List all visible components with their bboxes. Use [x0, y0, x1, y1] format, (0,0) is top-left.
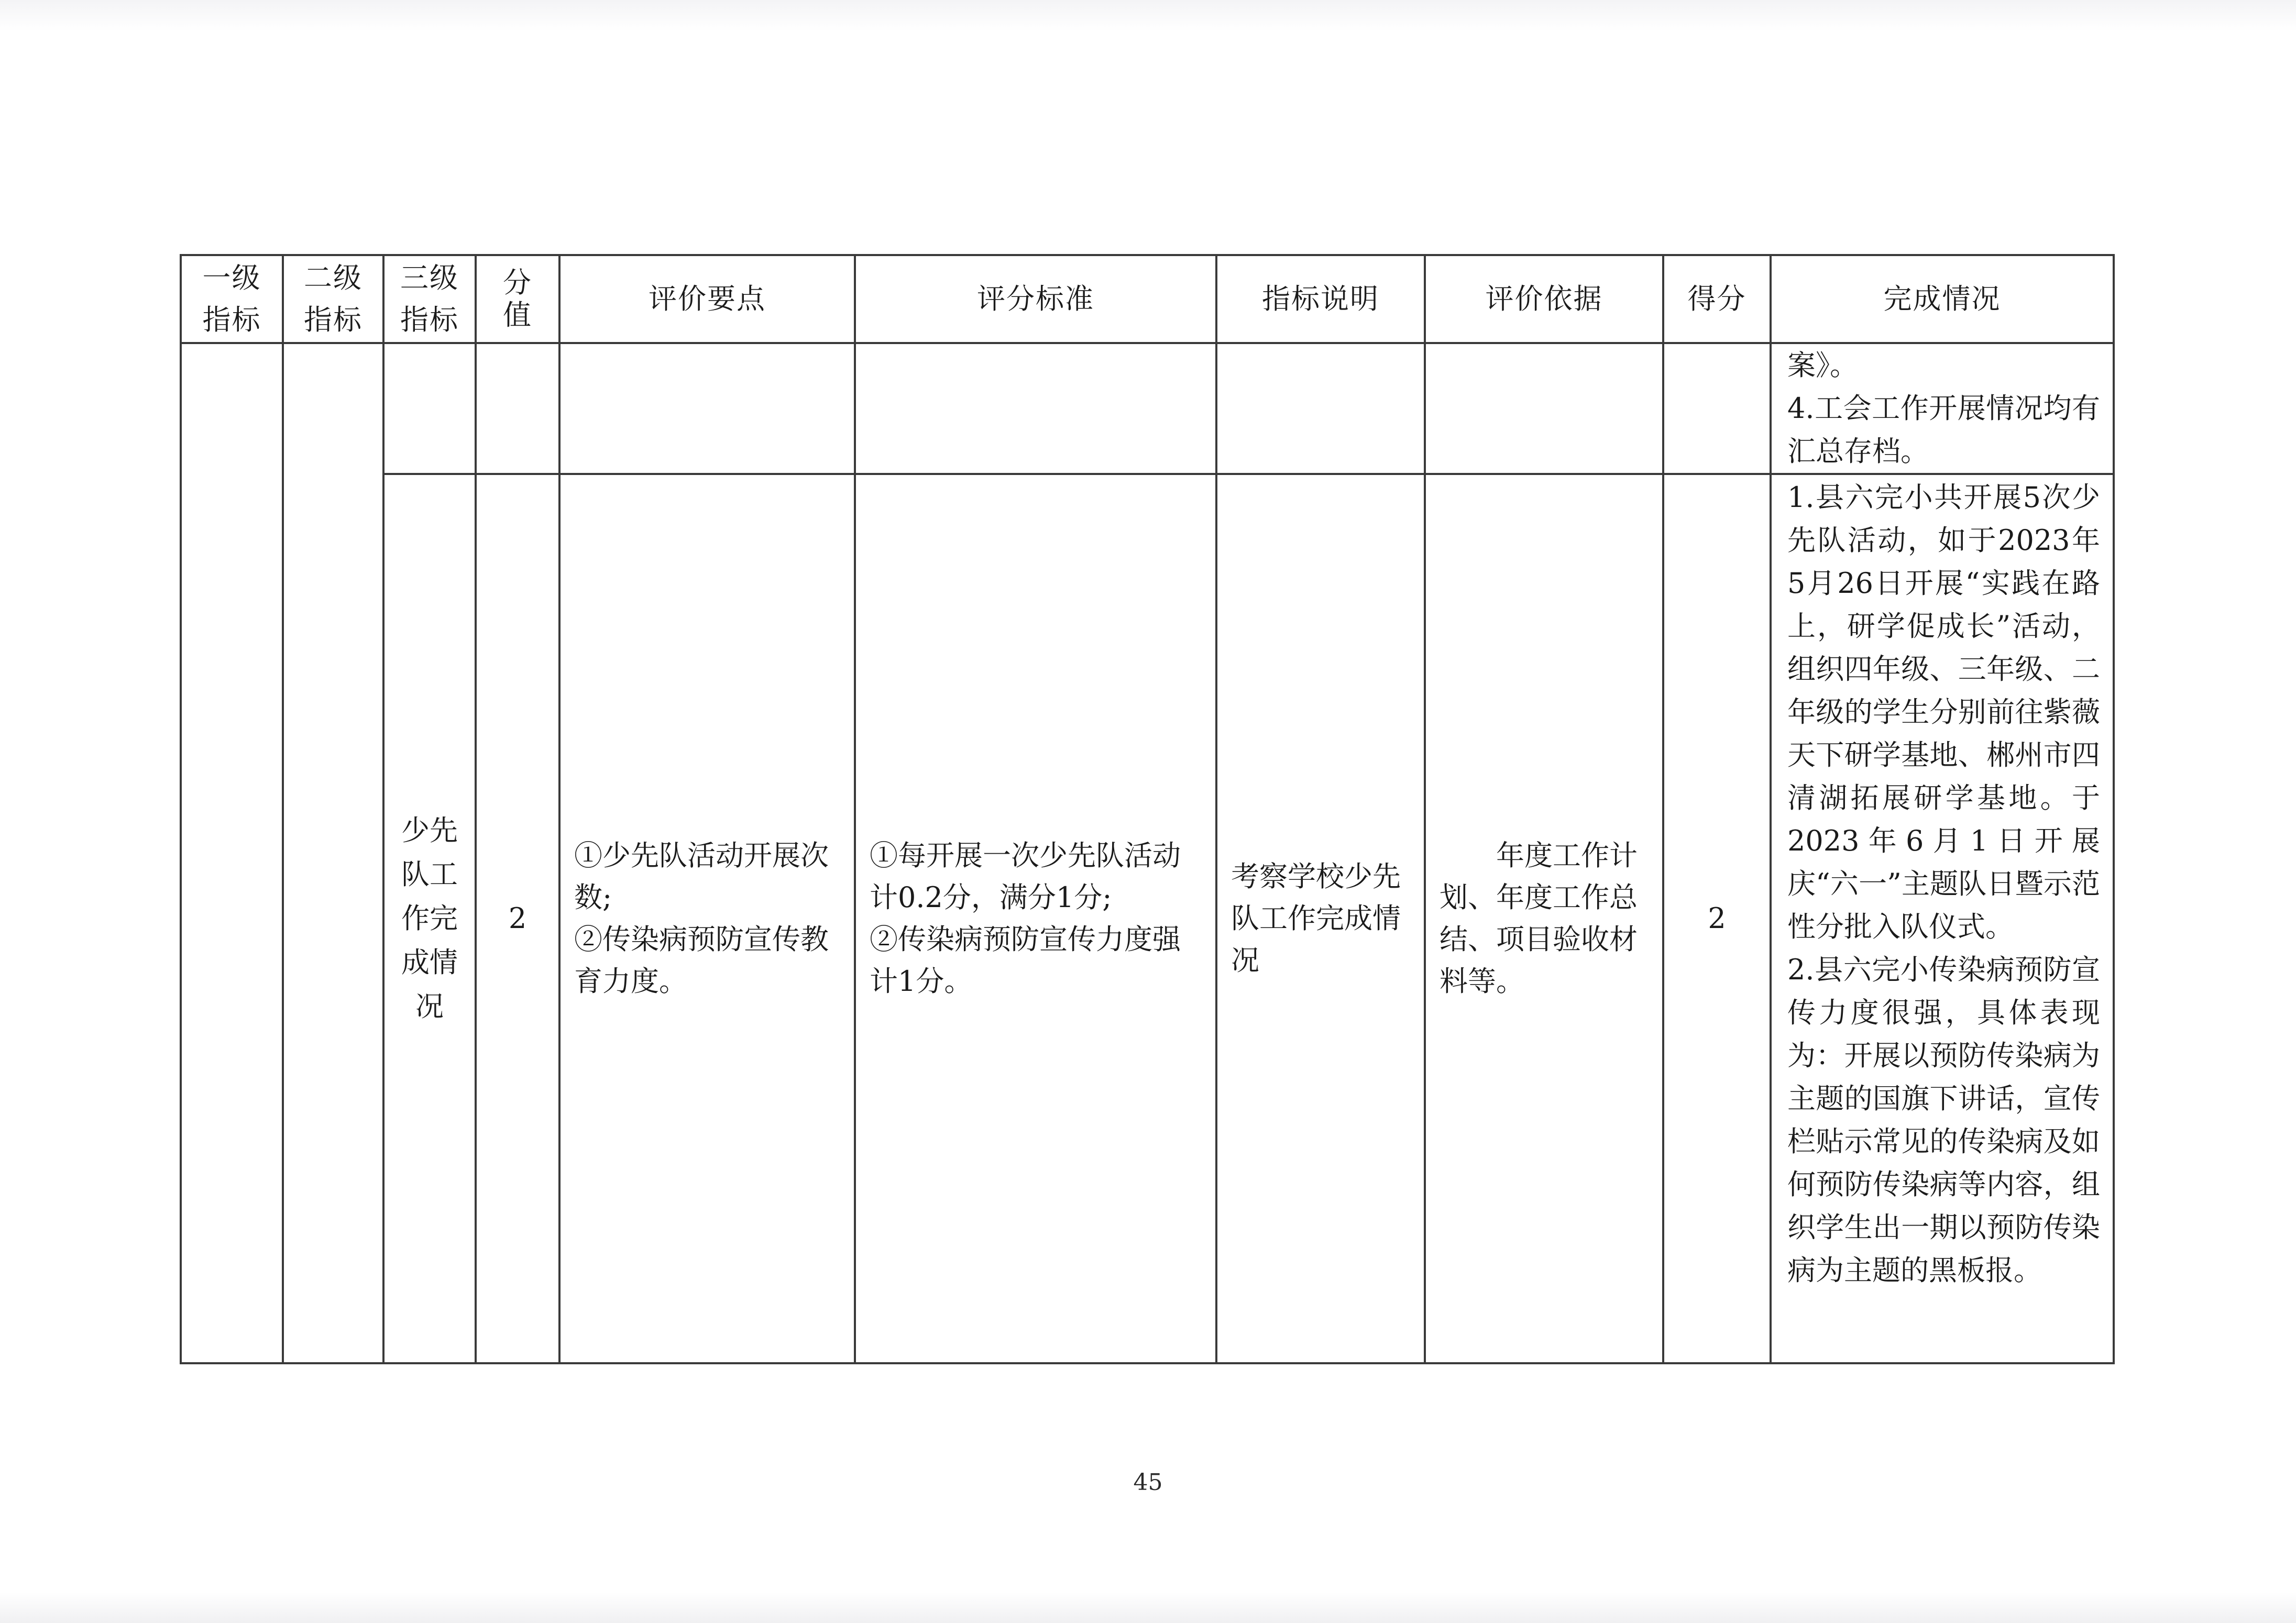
cell-level2-empty: [283, 343, 383, 1363]
cell-scoring-standard-empty: [855, 343, 1216, 474]
cell-level3-name: 少先队工作完成情况: [383, 474, 476, 1363]
cell-key-points: [559, 474, 855, 1363]
cell-level1-empty: [181, 343, 283, 1363]
cell-score: 2: [1663, 474, 1771, 1363]
cell-indicator-desc: 考察学校少先队工作完成情况: [1216, 474, 1425, 1363]
header-score: 得分: [1663, 255, 1771, 343]
header-level3: 三级 指标: [383, 255, 476, 343]
page-number: 45: [1133, 1469, 1163, 1496]
key-point-2: ②传染病预防宣传教育力度。: [574, 923, 829, 998]
table-header-row: [181, 255, 2114, 343]
header-completion: 完成情况: [1771, 255, 2114, 343]
cell-indicator-desc-empty: [1216, 343, 1425, 474]
cell-level3-empty: [383, 343, 476, 474]
key-point-1: ①少先队活动开展次数;: [574, 839, 829, 914]
cell-score-value: 2: [476, 474, 559, 1363]
cell-completion: [1771, 474, 2114, 1363]
completion-paragraph-2: 2.县六完小传染病预防宣传力度很强，具体表现为：开展以预防传染病为主题的国旗下讲话，宣传栏贴示常见的传染病及如何预防传染病等内容，组织学生出一期以预防传染病为主题的黑板报。: [1787, 953, 2100, 1287]
completion-continued-line-1: 案》。: [1787, 349, 1858, 382]
header-level2: 二级 指标: [283, 255, 383, 343]
header-score-value: 分 值: [476, 255, 559, 343]
header-level1: 一级 指标: [181, 255, 283, 343]
completion-paragraph-1: 1.县六完小共开展5次少先队活动，如于2023年5月26日开展“实践在路上，研学促成长”活动，组织四年级、三年级、二年级的学生分别前往紫薇天下研学基地、郴州市四清湖拓展研学基地。于2023年6月1日开展庆“六一”主题队日暨示范性分批入队仪式。: [1787, 481, 2100, 943]
table-row-continued: [181, 343, 2114, 474]
cell-completion-continued: [1771, 343, 2114, 474]
cell-score-empty: [1663, 343, 1771, 474]
cell-basis-empty: [1425, 343, 1663, 474]
scoring-standard-2: ②传染病预防宣传力度强计1分。: [870, 923, 1181, 998]
cell-basis: 年度工作计划、年度工作总结、项目验收材料等。: [1425, 474, 1663, 1363]
cell-score-value-empty: [476, 343, 559, 474]
cell-key-points-empty: [559, 343, 855, 474]
header-scoring-standard: 评分标准: [855, 255, 1216, 343]
evaluation-table: [180, 254, 2115, 1364]
table-row-young-pioneers: [181, 474, 2114, 1363]
completion-continued-line-2: 4.工会工作开展情况均有汇总存档。: [1787, 392, 2100, 468]
header-indicator-desc: 指标说明: [1216, 255, 1425, 343]
cell-scoring-standard: [855, 474, 1216, 1363]
header-basis: 评价依据: [1425, 255, 1663, 343]
scoring-standard-1: ①每开展一次少先队活动计0.2分，满分1分;: [870, 839, 1181, 914]
header-key-points: 评价要点: [559, 255, 855, 343]
